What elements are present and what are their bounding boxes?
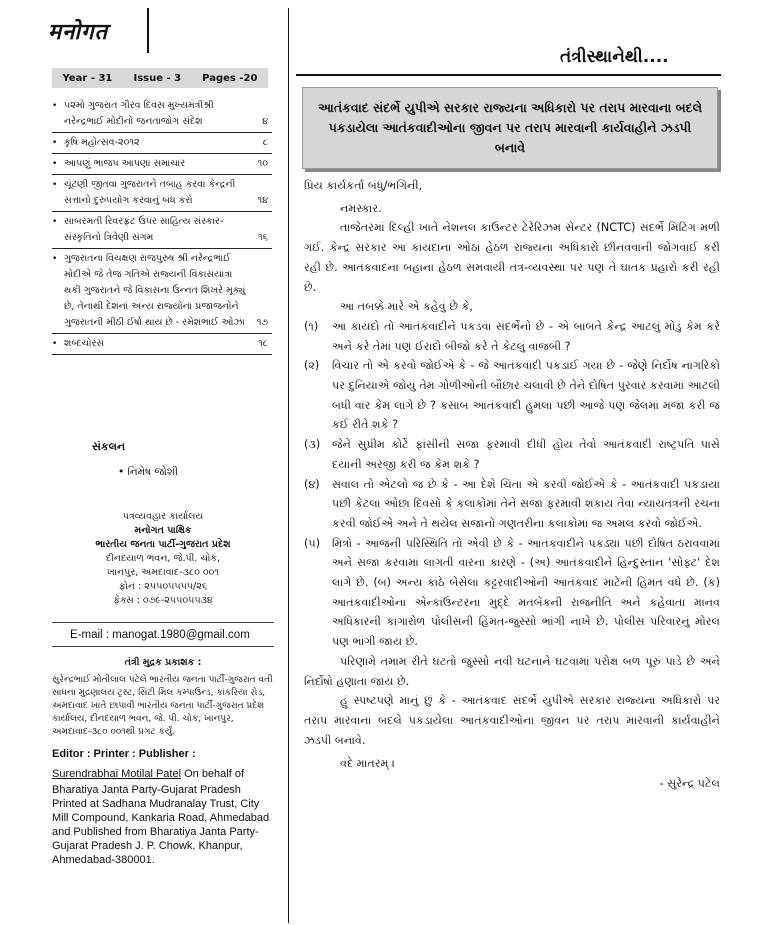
editorial-section-title: તંત્રીસ્થાનેથી.... — [560, 47, 669, 67]
office-block — [52, 510, 274, 608]
publisher-en-behalf: On behalf of — [181, 768, 245, 780]
toc-item-title: સાબરમતી રિવરફ્રંટ ઉપર સાહિત્ય સંસ્કાર-સંસ્કૃતિનો ત્રિવેણી સંગમ — [64, 216, 224, 243]
toc-item[interactable]: • ૫૨મો ગુજરાત ગૌરવ દિવસ મુખ્યમંત્રીશ્રી નરેન્દ્રભાઈ મોદીનો જનતાજોગ સંદેશ ૪ — [52, 96, 272, 133]
editorial-title-rule — [296, 74, 721, 76]
office-phone: ફોન : ૨૫૫૦૫૫૫૫/૨૬ — [118, 581, 208, 592]
toc-item[interactable]: • કૃષિ મહોત્સવ-૨૦૧૨ ૮ — [52, 133, 272, 154]
point-text: વિચાર તો એ કરવો જોઈએ કે - જે આતંકવાદી પકડાઈ ગયા છે - જેણે નિર્દોષ નાગરિકો પર દુનિયાએ જોયું તેમ ગોળીઓની બૌછાર ચલાવી છે તેને દોષિત પુરવાર કરવામાં આટલી બધી વાર કેમ લાગે છે ? કસાબ આતંકવાદી હુમલા પછી આજે પણ જેલમાં મજા કરી જ કઈ રીતે શકે ? — [332, 359, 720, 432]
point-number: (૪) — [304, 477, 320, 491]
publisher-block — [52, 656, 274, 867]
paragraph: હું સ્પષ્ટપણે માનું છું કે - આતંકવાદ સંદર્ભે યુપીએ સરકાર રાજ્યના અધિકારો પર તરાપ મારવાના બદલે પકડાયેલા આતંકવાદીઓના જીવન પર તરાપ મારવાની કાર્યવાહીને ઝડપી બનાવે. — [304, 694, 720, 747]
compiler-name: • નિમેષ જોશી — [118, 466, 179, 478]
point-number: (૫) — [304, 536, 321, 550]
issue-year: Year - 31 — [62, 72, 113, 84]
office-heading: પત્રવ્યવહાર કાર્યાલય — [122, 511, 204, 522]
toc-item[interactable]: • શબ્દચોરસ ૧૮ — [52, 334, 272, 355]
paragraph: પરિણામે તમામ રીતે ઘટતો જુસ્સો નવી ઘટનાને ઘટવામાં પરોક્ષ બળ પૂરું પાડે છે અને નિર્દોષો હણાતા જાય છે. — [304, 654, 720, 688]
toc-item-title: ચૂંટણી જીતવા ગુજરાતને તબાહ કરવા કેન્દ્રની સત્તાનો દુરુપયોગ કરવાનું બંધ કરો — [64, 179, 236, 206]
toc-item-page: ૧૪ — [257, 195, 268, 206]
divider — [52, 622, 274, 623]
divider — [52, 646, 274, 647]
point-text: સવાલ તો એટલો જ છે કે - આ દેશે ચિંતા એ કરવી જોઈએ કે - આતંકવાદી પકડાયા પછી કેટલા ઓછા દિવસો કે કલાકોમાં તેને સજા ફરમાવી શકાય તેવા ન્યાયતંત્રની રચના કરવી જોઈએ અને તે થયેલ સજાનો ગણતરીના કલાકોમાં જ અમલ કરવો જોઈએ. — [332, 477, 720, 530]
toc-item-title: ગુજરાતના વિચક્ષણ રાજપુરુષ શ્રી નરેન્દ્રભાઈ મોદીએ જે તેજ ગતિએ રાજ્યની વિકાસયાત્રા થકી ગુજરાતને જે વિકાસના ઉન્નત શિખરે મૂક્યું છે, તેનાથી દેશનાં અન્ય રાજ્યોના પ્રજાજનોને ગુજરાતની મીઠી ઈર્ષા થાય છે - રમેશભાઈ ઓઝા — [64, 253, 246, 328]
point-text: આ કાયદો તો આતંકવાદીને પકડવા સંદર્ભેનો છે - એ બાબતે કેન્દ્ર આટલું મોડું કેમ કરે અને કરે તેમાં પણ ઈરાદો બીજો કરે તે કેટલું વાજબી ? — [332, 319, 720, 353]
compiler-heading: સંકલન — [92, 440, 126, 453]
table-of-contents — [52, 96, 272, 355]
office-line3: દીનદયાળ ભવન, જે.પી. ચોક, — [105, 553, 221, 564]
publisher-en-name-line — [52, 767, 274, 781]
numbered-point — [304, 435, 720, 474]
point-number: (૩) — [304, 438, 321, 452]
toc-item-page: ૧૦ — [257, 158, 268, 169]
numbered-point — [304, 317, 720, 356]
paragraph: આ તબક્કે મારે એ કહેવું છે કે, — [340, 300, 473, 314]
office-email[interactable]: E-mail : manogat.1980@gmail.com — [70, 629, 250, 641]
editorial-headline — [302, 87, 718, 169]
issue-bar — [52, 68, 268, 88]
office-line2: ભારતીય જનતા પાર્ટી-ગુજરાત પ્રદેશ — [95, 539, 231, 550]
editorial-headline-text: આતંકવાદ સંદર્ભે યુપીએ સરકાર રાજ્યના અધિકારો પર તરાપ મારવાના બદલે પકડાયેલા આતંકવાદીઓના જીવન પર તરાપ મારવાની કાર્યવાહીને ઝડપી બનાવે — [317, 100, 703, 155]
publisher-text: સુરેન્દ્રભાઈ મોતીલાલ પટેલે ભારતીય જનતા પાર્ટી-ગુજરાત વતી સાધના મુદ્રણાલય ટ્રસ્ટ, સિટી મિલ કમ્પાઉન્ડ, કાંકરિયા રોડ, અમદાવાદ ખાતે છાપાવી ભારતીય જનતા પાર્ટી-ગુજરાત પ્રદેશ કાર્યાલય, દીનદયાળ ભવન, જે. પી. ચોક, ખાનપુર, અમદાવાદ-૩૮૦ ૦૦૧થી પ્રગટ કર્યું. — [52, 675, 273, 737]
publisher-en-text: Bharatiya Janta Party-Gujarat Pradesh Printed at Sadhana Mudranalay Trust, City Mill Compound, Kankaria Road, Ahmedabad and Published from Bharatiya Janta Party-Gujarat Pradesh J. P. Chowk, Khanpur, Ahmedabad-380001. — [52, 784, 270, 866]
issue-pages: Pages -20 — [202, 72, 258, 84]
masthead-logo — [44, 10, 148, 48]
column-divider — [288, 8, 289, 923]
point-number: (૧) — [304, 319, 319, 333]
masthead-divider — [147, 8, 149, 53]
publisher-en-name: Surendrabhai Motilal Patel — [52, 768, 182, 780]
point-text: મિત્રો - આજની પરિસ્થિતિ તો એવી છે કે - આતંકવાદીને પકડ્યા પછી દોષિત ઠરાવવામાં અને સજા કરવામાં લાગતી વારના કારણે - (અ) આતંકવાદીને હિન્દુસ્તાન 'સોફ્ટ' દેશ લાગે છે. (બ) અન્ય કાંઠે બેસેલા કટ્ટરવાદીઓની આતંકવાદ માટેની હિંમત વધે છે. (ક) આતંકવાદીઓના એન્કાઉન્ટરના મુદ્દે મતબેંકની રાજનીતિ અને કહેવાતા માનવ અધિકારની કાગારોળ પોલીસની હિંમત-જુસ્સો ભાંગી નાખે છે. પોલીસ પરિવારનું મોરલ પણ ભાંગી જાય છે. — [332, 536, 720, 649]
office-line1: મનોગત પાક્ષિક — [134, 525, 192, 536]
compiler-block — [92, 440, 178, 479]
numbered-point — [304, 475, 720, 534]
closing: વંદે માતરમ્ । — [340, 757, 396, 771]
toc-item-page: ૧૮ — [258, 338, 268, 349]
editorial-body — [304, 176, 720, 794]
toc-item-page: ૮ — [262, 137, 268, 148]
publisher-heading: તંત્રી મુદ્રક પ્રકાશક : — [124, 657, 202, 668]
toc-item-title: ૫૨મો ગુજરાત ગૌરવ દિવસ મુખ્યમંત્રીશ્રી નરેન્દ્રભાઈ મોદીનો જનતાજોગ સંદેશ — [64, 100, 214, 127]
greeting: નમસ્કાર. — [340, 201, 382, 215]
numbered-point — [304, 534, 720, 652]
office-fax: ફેક્સ : ૦૭૯-૨૫૫૦૫૫૩૪ — [113, 595, 213, 606]
toc-item-page: ૧૭ — [256, 317, 268, 328]
toc-item-title: કૃષિ મહોત્સવ-૨૦૧૨ — [64, 137, 140, 148]
toc-item[interactable]: • ગુજરાતના વિચક્ષણ રાજપુરુષ શ્રી નરેન્દ્રભાઈ મોદીએ જે તેજ ગતિએ રાજ્યની વિકાસયાત્રા થકી ગુજરાતને જે વિકાસના ઉન્નત શિખરે મૂક્યું છે, તેનાથી દેશનાં અન્ય રાજ્યોના પ્રજાજનોને ગુજરાતની મીઠી ઈર્ષા થાય છે - રમેશભાઈ ઓઝા ૧૭ — [52, 249, 272, 334]
toc-item-page: ૪ — [262, 116, 268, 127]
point-text: જેને સુપ્રીમ કોર્ટે ફાંસીની સજા ફરમાવી દીધી હોય તેવો આતંકવાદી રાષ્ટ્રપતિ પાસે દયાની અરજી કરી જ કેમ શકે ? — [332, 438, 720, 471]
toc-item-title: શબ્દચોરસ — [64, 338, 105, 349]
toc-item-page: ૧૬ — [258, 232, 268, 243]
signature: - સુરેન્દ્ર પટેલ — [659, 777, 720, 791]
toc-item-title: આપણું ભાજપ આપણા સમાચાર — [64, 158, 186, 169]
toc-item[interactable]: • સાબરમતી રિવરફ્રંટ ઉપર સાહિત્ય સંસ્કાર-સંસ્કૃતિનો ત્રિવેણી સંગમ ૧૬ — [52, 212, 272, 249]
toc-item[interactable]: • ચૂંટણી જીતવા ગુજરાતને તબાહ કરવા કેન્દ્રની સત્તાનો દુરુપયોગ કરવાનું બંધ કરો ૧૪ — [52, 175, 272, 212]
paragraph: તાજેતરમાં દિલ્હી ખાતે નેશનલ કાઉન્ટર ટેરેરિઝમ સેન્ટર (NCTC) સંદર્ભે મિટિંગ મળી ગઈ. કેન્દ્ર સરકાર આ કાયદાના ઓઠા હેઠળ રાજ્યના અધિકારો છીનવવાની જોગવાઈ કરી રહી છે. આતંકવાદના બહાના હેઠળ સમવાયી તંત્ર-વ્યવસ્થા પર પણ તે ઘાતક પ્રહારો કરી રહી છે. — [304, 221, 720, 294]
publisher-en-heading: Editor : Printer : Publisher : — [52, 748, 196, 760]
issue-number: Issue - 3 — [133, 72, 182, 84]
toc-item[interactable]: • આપણું ભાજપ આપણા સમાચાર ૧૦ — [52, 154, 272, 175]
point-number: (૨) — [304, 359, 320, 373]
numbered-point — [304, 356, 720, 435]
salutation: પ્રિય કાર્યકર્તા બંધુ/ભગિની, — [304, 179, 423, 192]
masthead-title: मनोगत — [48, 19, 108, 45]
office-line4: ખાનપુર, અમદાવાદ-૩૮૦ ૦૦૧ — [106, 567, 220, 578]
